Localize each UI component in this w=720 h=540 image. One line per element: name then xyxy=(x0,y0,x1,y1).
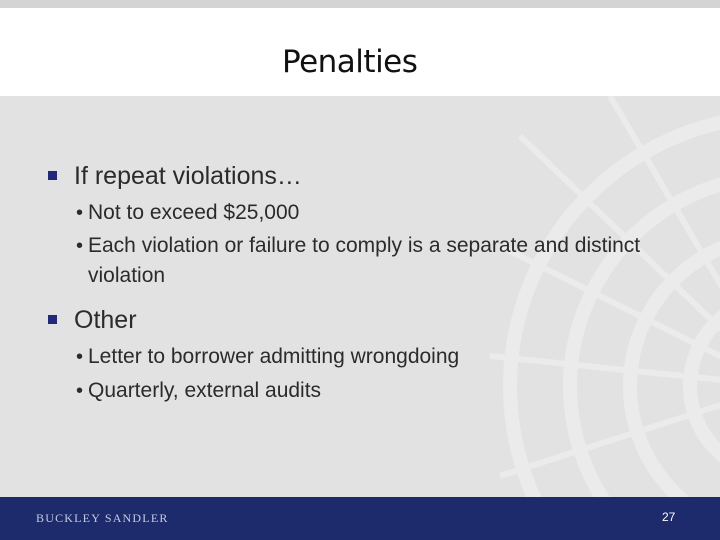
decorative-rings xyxy=(0,96,720,497)
list-item-text: Quarterly, external audits xyxy=(88,379,322,402)
bullet-dot-icon: • xyxy=(76,202,84,224)
brand-logo-text: BUCKLEY SANDLER xyxy=(36,511,169,525)
square-bullet-icon xyxy=(48,171,57,180)
list-item-text: Each violation or failure to comply is a separate and distinct violation xyxy=(88,234,641,287)
bullet-dot-icon: • xyxy=(76,380,84,402)
content-area xyxy=(0,96,720,497)
slide-title-text: Penalties xyxy=(282,44,418,80)
section-2-item-1 xyxy=(76,342,696,372)
top-strip xyxy=(0,0,720,8)
footer-bar xyxy=(0,497,720,540)
square-bullet-icon xyxy=(48,315,57,324)
bullet-dot-icon: • xyxy=(76,235,84,257)
bullet-dot-icon: • xyxy=(76,346,84,368)
page-number: 27 xyxy=(662,510,676,524)
section-2-item-2 xyxy=(76,376,696,406)
section-1-item-2 xyxy=(76,231,696,291)
list-item-text: Letter to borrower admitting wrongdoing xyxy=(88,345,460,368)
list-item-text: Not to exceed $25,000 xyxy=(88,201,300,224)
section-1-item-1 xyxy=(76,198,696,228)
section-1-heading-text: If repeat violations… xyxy=(74,162,302,190)
section-2-heading-text: Other xyxy=(74,306,137,334)
slide-title xyxy=(0,44,712,80)
